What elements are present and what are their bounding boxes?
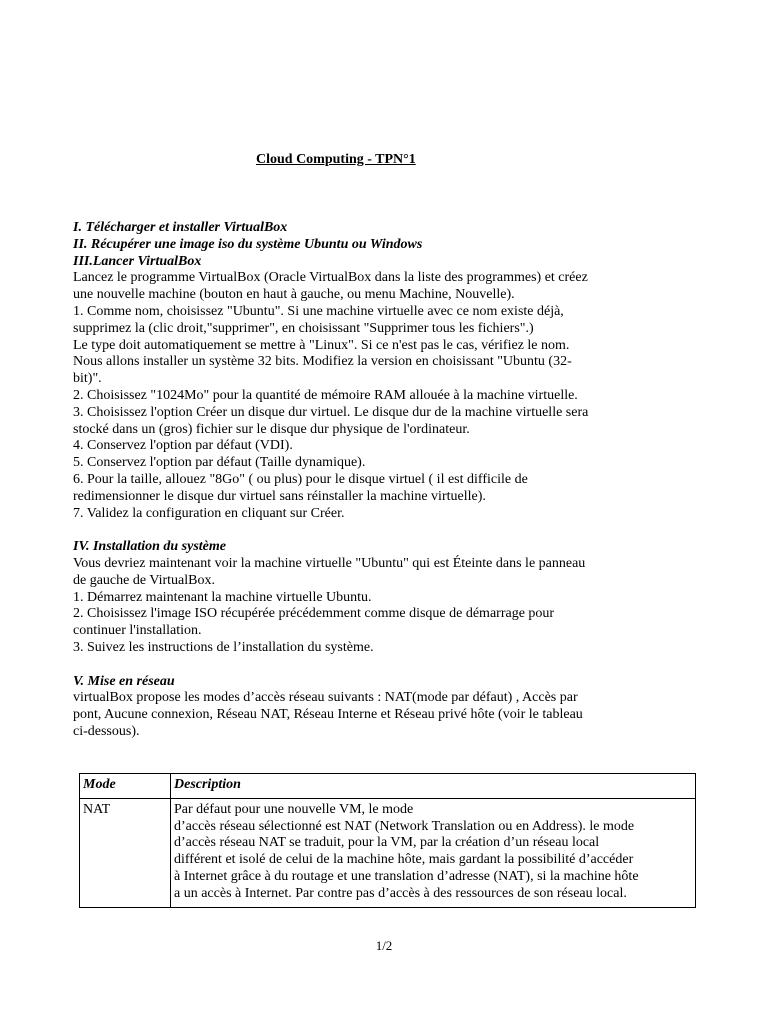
paragraph-line: 1. Démarrez maintenant la machine virtuelle Ubuntu.: [73, 589, 372, 605]
paragraph-line: Vous devriez maintenant voir la machine virtuelle "Ubuntu" qui est Éteinte dans le panneau: [73, 555, 586, 571]
paragraph-line: Nous allons installer un système 32 bits. Modifiez la version en choisissant "Ubuntu (32-: [73, 354, 572, 370]
paragraph-line: ci-dessous).: [73, 723, 140, 739]
section-heading-5: V. Mise en réseau: [73, 673, 175, 689]
description-line: d’accès réseau NAT se traduit, pour la VM, par la création d’un réseau local: [174, 835, 600, 851]
page-number: 1/2: [375, 938, 393, 953]
paragraph-line: Le type doit automatiquement se mettre à "Linux". Si ce n'est pas le cas, vérifiez le nom.: [73, 337, 570, 353]
document-body: [73, 220, 673, 741]
paragraph-line: 4. Conservez l'option par défaut (VDI).: [73, 438, 293, 454]
paragraph-line: 2. Choisissez "1024Mo" pour la quantité de mémoire RAM allouée à la machine virtuelle.: [73, 387, 578, 403]
description-line: a un accès à Internet. Par contre pas d’accès à des ressources de son réseau local.: [174, 885, 627, 901]
paragraph-line: de gauche de VirtualBox.: [73, 572, 215, 588]
paragraph-line: pont, Aucune connexion, Réseau NAT, Réseau Interne et Réseau privé hôte (voir le tableau: [73, 707, 583, 723]
section-heading-2: II. Récupérer une image iso du système Ubuntu ou Windows: [73, 236, 423, 252]
column-header-mode: Mode: [80, 774, 171, 799]
spacer: [73, 522, 673, 539]
paragraph-line: 7. Validez la configuration en cliquant sur Créer.: [73, 505, 345, 521]
section-heading-3: III.Lancer VirtualBox: [73, 253, 202, 269]
paragraph-line: 6. Pour la taille, allouez "8Go" ( ou plus) pour le disque virtuel ( il est difficile de: [73, 471, 528, 487]
paragraph-line: continuer l'installation.: [73, 623, 202, 639]
paragraph-line: virtualBox propose les modes d’accès réseau suivants : NAT(mode par défaut) , Accès par: [73, 690, 578, 706]
table-row: [80, 798, 696, 907]
description-line: d’accès réseau sélectionné est NAT (Network Translation ou en Address). le mode: [174, 818, 635, 834]
paragraph-line: supprimez la (clic droit,"supprimer", en choisissant "Supprimer tous les fichiers".): [73, 320, 534, 336]
description-line: Par défaut pour une nouvelle VM, le mode: [174, 801, 414, 817]
description-line: différent et isolé de celui de la machine hôte, mais gardant la possibilité d’accéder: [174, 852, 634, 868]
paragraph-line: 3. Suivez les instructions de l’installation du système.: [73, 639, 374, 655]
spacer: [73, 657, 673, 674]
paragraph-line: redimensionner le disque dur virtuel sans réinstaller la machine virtuelle).: [73, 488, 486, 504]
paragraph-line: 2. Choisissez l'image ISO récupérée précédemment comme disque de démarrage pour: [73, 606, 555, 622]
paragraph-line: Lancez le programme VirtualBox (Oracle VirtualBox dans la liste des programmes) et créez: [73, 270, 588, 286]
table-cell-description: [171, 798, 696, 907]
description-line: à Internet grâce à du routage et une translation d’adresse (NAT), si la machine hôte: [174, 868, 639, 884]
paragraph-line: stocké dans un (gros) fichier sur le disque dur physique de l'ordinateur.: [73, 421, 470, 437]
paragraph-line: 3. Choisissez l'option Créer un disque dur virtuel. Le disque dur de la machine virtuelle sera: [73, 404, 589, 420]
paragraph-line: 5. Conservez l'option par défaut (Taille dynamique).: [73, 455, 366, 471]
paragraph-line: bit)".: [73, 371, 102, 387]
column-header-description: Description: [171, 774, 696, 799]
table-header-row: [80, 774, 696, 799]
paragraph-line: une nouvelle machine (bouton en haut à gauche, ou menu Machine, Nouvelle).: [73, 287, 515, 303]
network-modes-table: [79, 773, 696, 908]
section-heading-4: IV. Installation du système: [73, 539, 227, 555]
paragraph-line: 1. Comme nom, choisissez "Ubuntu". Si une machine virtuelle avec ce nom existe déjà,: [73, 303, 564, 319]
section-heading-1: I. Télécharger et installer VirtualBox: [73, 220, 288, 235]
table-cell-mode: NAT: [80, 798, 171, 907]
page-title: Cloud Computing - TPN°1: [256, 152, 416, 167]
